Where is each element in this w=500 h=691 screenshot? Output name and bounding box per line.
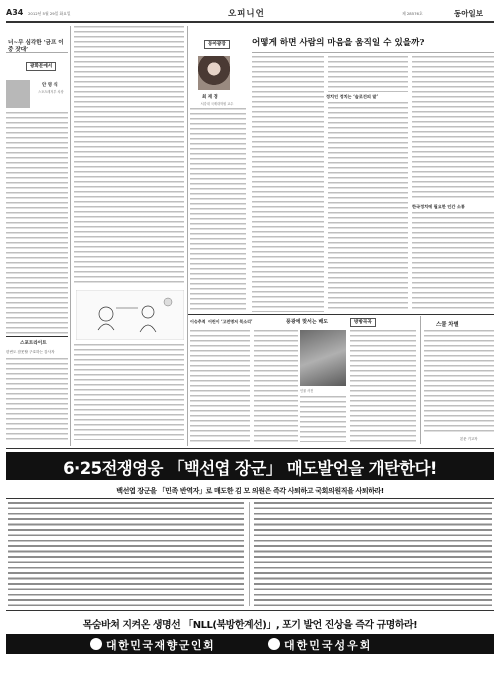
sponsor-logo-2 <box>268 638 280 650</box>
sponsor-1: 대한민국재향군인회 <box>106 639 216 652</box>
cartoon-label: 스포트라이트 <box>20 341 47 346</box>
center-col-b <box>328 56 408 92</box>
author-title-center: 서강대 국제대학원 교수 <box>200 102 234 106</box>
page-number: A34 <box>6 8 24 17</box>
author-name-center: 최 재 경 <box>202 95 218 100</box>
cartoon-svg <box>76 290 184 340</box>
left2-body-text <box>74 26 184 284</box>
author-photo-center <box>198 56 230 90</box>
issue-label-bar <box>190 318 340 326</box>
ad-sub-rule <box>6 498 494 499</box>
center-bottom-col-b <box>254 330 298 442</box>
center-col-a <box>252 56 324 312</box>
dongakwangjang-label: 동아광장 <box>204 40 230 49</box>
subheading-2: 한국정치에 필요한 인간 소통 <box>412 204 465 209</box>
left-headline-rule <box>6 52 68 53</box>
sponsor-2: 대한민국성우회 <box>284 639 373 652</box>
issue-label: 이슈추적 <box>190 319 206 324</box>
author-name-left: 안 영 식 <box>42 83 58 88</box>
masthead-rule <box>6 21 494 23</box>
right-bottom-headline: 스쿨 차별 <box>436 322 459 328</box>
date-line: 2012년 5월 29일 화요일 <box>28 11 71 16</box>
center-left-vertical-rule <box>187 26 188 446</box>
cartoon-top-rule <box>6 336 68 337</box>
ad-sponsor-bar <box>6 634 494 654</box>
left2-body-text-lower <box>74 344 184 440</box>
center-col-c <box>412 56 494 200</box>
left-body-text <box>6 112 68 334</box>
ad-body-right <box>254 502 492 606</box>
section-title: 오피니언 <box>228 9 265 19</box>
ad-subtitle: 백선엽 장군을 「민족 반역자」로 매도한 김 모 의원은 즉각 사퇴하고 국회의원직을 사퇴하라! <box>116 487 384 495</box>
ad-banner <box>6 452 494 480</box>
author-photo-left <box>6 80 30 108</box>
ad-banner-text: 6·25전쟁영웅 「백선엽 장군」 매도발언을 개탄한다! <box>63 459 437 478</box>
ad-bottom-line: 목숨바쳐 지켜온 생명선 「NLL(북방한계선)」, 포기 발언 진상을 즉각 규명하라! <box>82 620 418 631</box>
ad-top-rule <box>6 448 494 449</box>
center-bottom-col-c <box>300 396 346 442</box>
subheading-1: 정치인 정치는 ‘슬로건의 말’ <box>326 94 406 100</box>
left-vertical-rule <box>70 26 71 446</box>
center-col-b2 <box>328 102 408 312</box>
bottom-photo-caption: 인물 사진 <box>300 389 314 393</box>
edition-number: 제 28576호 <box>402 11 423 16</box>
right-label: 방방곡곡 <box>350 318 376 327</box>
ad-mid-vertical-rule <box>249 502 250 606</box>
masthead <box>6 6 494 20</box>
right-bottom-vertical-rule <box>420 316 421 444</box>
author-title-left: 스포츠레저부 차장 <box>38 90 64 94</box>
right-bottom-byline: 본문 기고자 <box>460 437 478 441</box>
cartoon-illustration <box>76 290 184 340</box>
series-title: 어린이 ‘고전명저 북소리’ <box>208 319 253 324</box>
paper-name: 동아일보 <box>454 9 483 18</box>
center-left-body-text <box>190 108 246 312</box>
cartoon-text <box>6 358 68 440</box>
center-mid-rule <box>188 314 494 315</box>
left-headline: 너~무 심각한 ‘금프 이중 잣대’ <box>8 40 64 53</box>
column-label: 광화문에서 <box>26 62 56 71</box>
center-bottom-col-a <box>190 330 250 442</box>
center-bottom-col-d <box>350 330 416 442</box>
ad-body-left <box>8 502 244 606</box>
center-headline: 어떻게 하면 사람의 마음을 움직일 수 있을까? <box>252 38 425 48</box>
sponsor-logo-1 <box>90 638 102 650</box>
center-col-c2 <box>412 212 494 312</box>
bottom-photo <box>300 330 346 386</box>
center-headline-rule <box>252 52 494 53</box>
article-title: 풍광에 맞서는 배도 <box>286 319 329 325</box>
ad-bottom-rule <box>6 610 494 611</box>
cartoon-caption: 한번도 잠못할 구호하는 감사자 <box>6 350 55 354</box>
right-bottom-text <box>424 330 494 434</box>
